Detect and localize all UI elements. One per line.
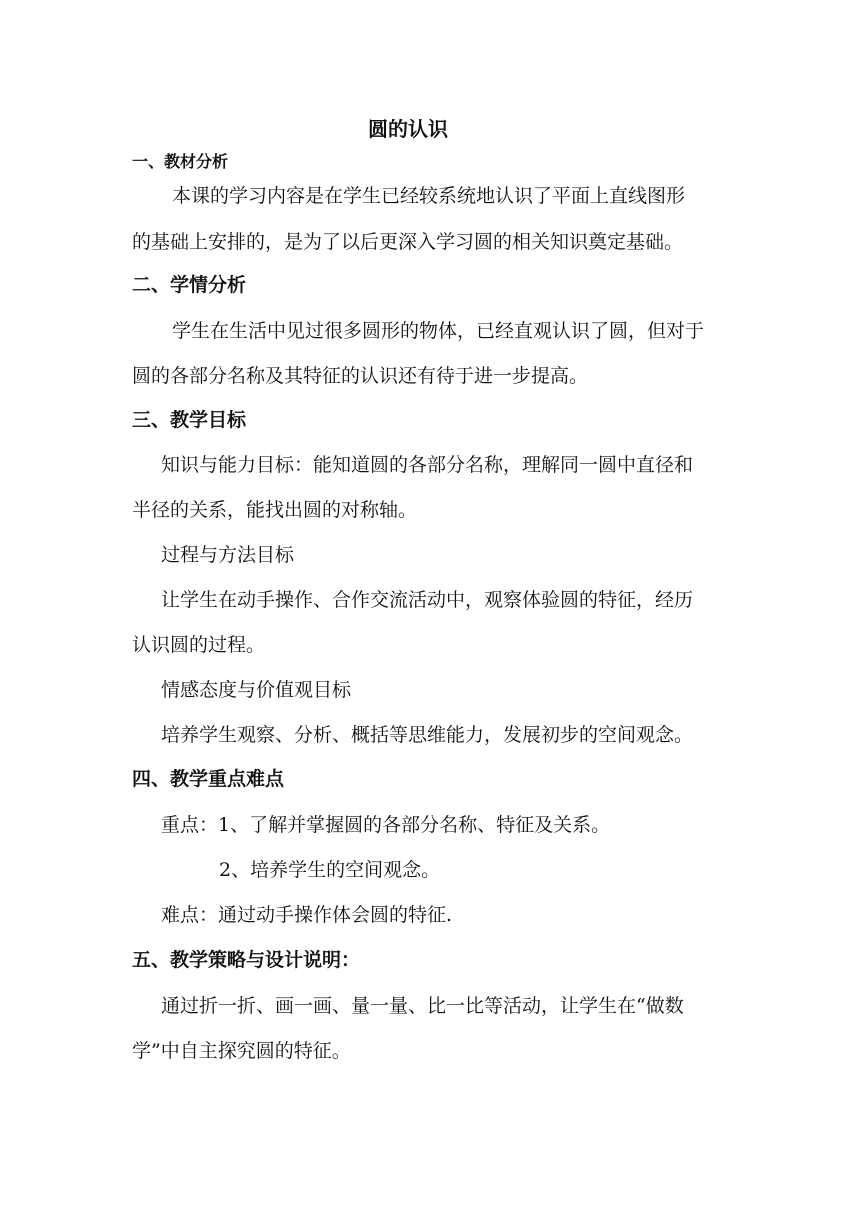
paragraph-line: 情感态度与价值观目标 (161, 679, 352, 701)
paragraph-line: 学”中自主探究圆的特征。 (132, 1040, 351, 1062)
paragraph-line: 学生在生活中见过很多圆形的物体，已经直观认识了圆，但对于 (172, 320, 705, 342)
section-heading-2: 二、学情分析 (132, 274, 247, 296)
paragraph-line: 的基础上安排的，是为了以后更深入学习圆的相关知识奠定基础。 (132, 231, 684, 253)
paragraph-line: 本课的学习内容是在学生已经较系统地认识了平面上直线图形 (172, 185, 686, 207)
paragraph-line: 难点：通过动手操作体会圆的特征. (161, 904, 453, 926)
paragraph-line: 认识圆的过程。 (132, 634, 266, 656)
section-heading-4: 四、教学重点难点 (132, 768, 285, 790)
section-heading-3: 三、教学目标 (132, 409, 247, 431)
section-heading-1: 一、教材分析 (132, 152, 229, 171)
paragraph-line: 过程与方法目标 (161, 544, 295, 566)
document-title: 圆的认识 (368, 117, 448, 141)
paragraph-line: 让学生在动手操作、合作交流活动中，观察体验圆的特征，经历 (161, 589, 694, 611)
paragraph-line: 知识与能力目标：能知道圆的各部分名称，理解同一圆中直径和 (161, 454, 694, 476)
paragraph-line: 培养学生观察、分析、概括等思维能力，发展初步的空间观念。 (161, 724, 694, 746)
paragraph-line: 圆的各部分名称及其特征的认识还有待于进一步提高。 (132, 365, 589, 387)
paragraph-line: 重点：1、了解并掌握圆的各部分名称、特征及关系。 (161, 814, 611, 836)
paragraph-line: 2、培养学生的空间观念。 (219, 859, 441, 881)
paragraph-line: 半径的关系，能找出圆的对称轴。 (132, 499, 418, 521)
paragraph-line: 通过折一折、画一画、量一量、比一比等活动，让学生在“做数 (161, 995, 684, 1017)
section-heading-5: 五、教学策略与设计说明： (132, 949, 361, 971)
